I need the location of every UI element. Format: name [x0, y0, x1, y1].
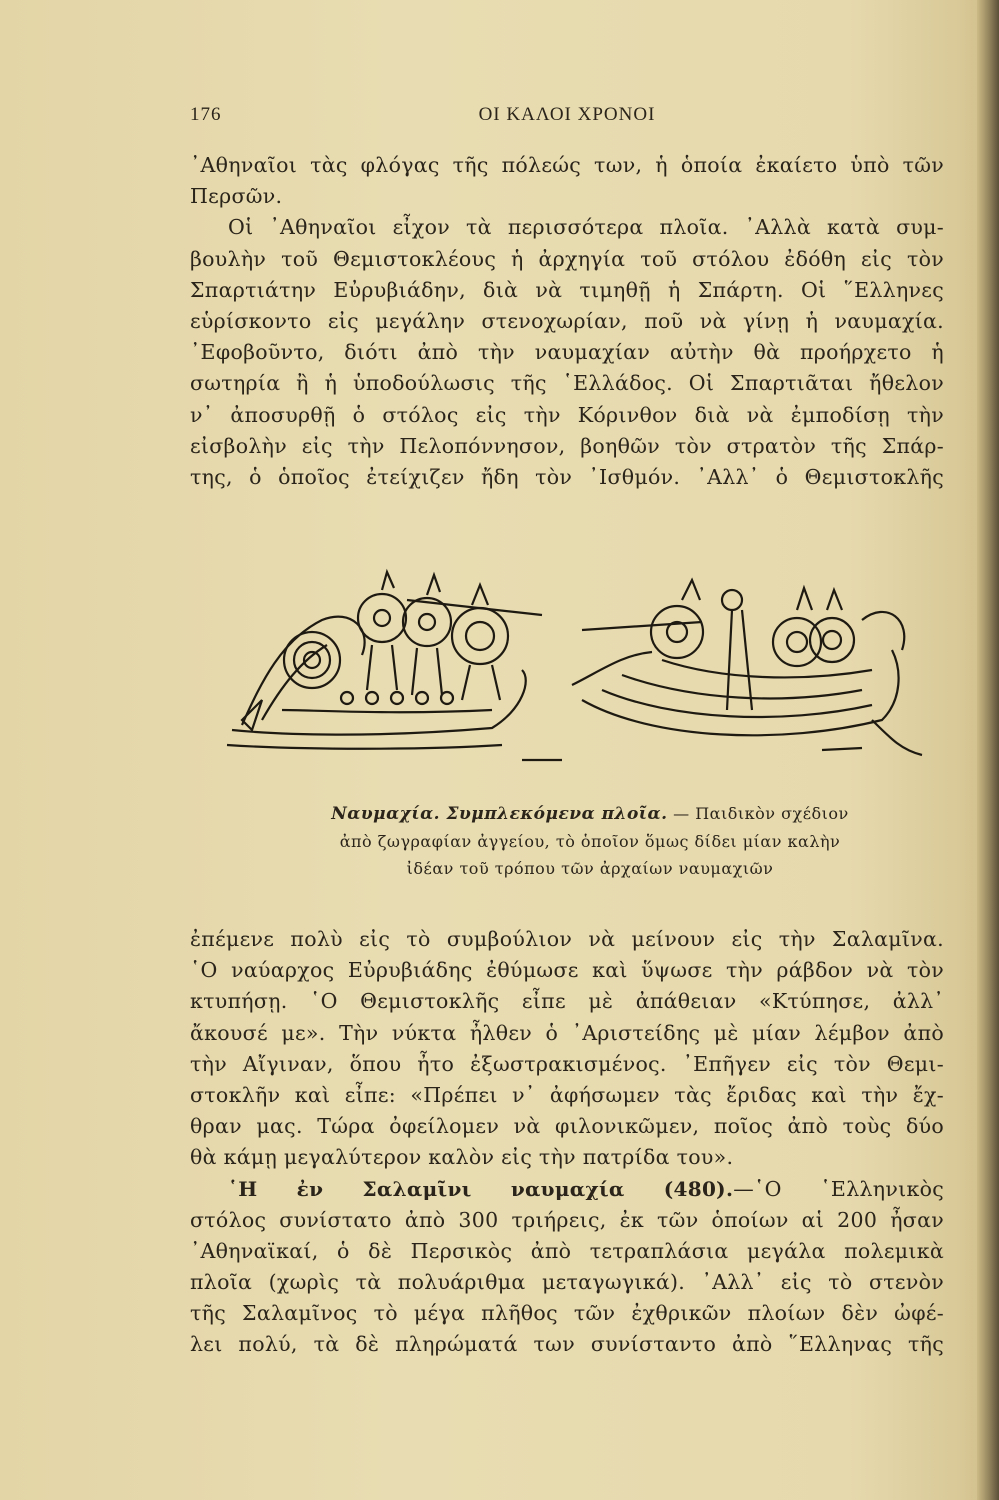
text-line: στόλος συνίστατο ἀπὸ 300 τριήρεις, ἐκ τῶν ὁποίων αἱ 200 ἦσαν [190, 1207, 944, 1232]
right-ship [522, 580, 922, 760]
text-line: ᾿Αθηναῖοι τὰς φλόγας τῆς πόλεώς των, ἡ ὁποία ἐκαίετο ὑπὸ τῶν [190, 153, 944, 177]
text-line: σωτηρία ἢ ἡ ὑποδούλωσις τῆς ῾Ελλάδος. Οἱ Σπαρτιᾶται ἤθελον [190, 371, 944, 396]
ships-illustration [222, 560, 942, 780]
text-line: εὑρίσκοντο εἰς μεγάλην στενοχωρίαν, ποῦ νὰ γίνῃ ἡ ναυμαχία. [190, 308, 944, 333]
caption-text: ἀπὸ ζωγραφίαν ἀγγείου, τὸ ὁποῖον ὅμως δίδει μίαν καλὴν [339, 832, 841, 851]
text-line: λει πολύ, τὰ δὲ πληρώματά των συνίσταντο ἀπὸ ῞Ελληνας τῆς [190, 1332, 944, 1357]
text-line: πλοῖα (χωρὶς τὰ πολυάριθμα μεταγωγικά). ᾿Αλλ᾿ εἰς τὸ στενὸν [190, 1270, 944, 1295]
text-line: στοκλῆν καὶ εἶπε: «Πρέπει ν᾿ ἀφήσωμεν τὰς ἔριδας καὶ τὴν ἔχ- [190, 1082, 944, 1107]
text-line: Οἱ ᾿Αθηναῖοι εἶχον τὰ περισσότερα πλοῖα. ᾿Αλλὰ κατὰ συμ- [228, 215, 944, 240]
text-line: βουλὴν τοῦ Θεμιστοκλέους ἡ ἀρχηγία τοῦ στόλου ἐδόθη εἰς τὸν [190, 246, 944, 271]
text-line: της, ὁ ὁποῖος ἐτείχιζεν ἤδη τὸν ᾿Ισθμόν. ᾿Αλλ᾿ ὁ Θεμιστοκλῆς [190, 464, 944, 489]
warriors [358, 572, 542, 700]
text-line: Περσῶν. [190, 184, 283, 209]
text-line: ν᾿ ἀποσυρθῇ ὁ στόλος εἰς τὴν Κόρινθον διὰ νὰ ἐμποδίσῃ τὴν [190, 402, 944, 427]
text-line: τὴν Αἴγιναν, ὅπου ἦτο ἐξωστρακισμένος. ᾿Επῆγεν εἰς τὸν Θεμι- [190, 1051, 944, 1076]
caption-title: Ναυμαχία. Συμπλεκόμενα πλοῖα. [331, 804, 668, 824]
figure-caption [250, 800, 930, 882]
caption-text: ἰδέαν τοῦ τρόπου τῶν ἀρχαίων ναυμαχιῶν [406, 859, 774, 878]
text-line: ᾿Εφοβοῦντο, διότι ἀπὸ τὴν ναυμαχίαν αὐτὴν θὰ προήρχετο ἡ [190, 340, 944, 365]
page-number: 176 [190, 104, 222, 125]
text-line: ἐπέμενε πολὺ εἰς τὸ συμβούλιον νὰ μείνουν εἰς τὴν Σαλαμῖνα. [190, 927, 944, 951]
running-title: ΟΙ ΚΑΛΟΙ ΧΡΟΝΟΙ [478, 104, 656, 125]
text-line: ἄκουσέ με». Τὴν νύκτα ἦλθεν ὁ ᾿Αριστείδης μὲ μίαν λέμβον ἀπὸ [190, 1020, 944, 1045]
text-line: θὰ κάμῃ μεγαλύτερον καλὸν εἰς τὴν πατρίδα του». [190, 1145, 734, 1170]
caption-text: — Παιδικὸν σχέδιον [673, 804, 849, 823]
text-line: ᾿Αθηναϊκαί, ὁ δὲ Περσικὸς ἀπὸ τετραπλάσια μεγάλα πολεμικὰ [190, 1238, 944, 1263]
text-span: —῾Ο ῾Ελληνικὸς [733, 1176, 945, 1201]
text-block-bottom [190, 924, 944, 1361]
page-edge [977, 0, 999, 1500]
section-heading: ῾Η ἐν Σαλαμῖνι ναυμαχία (480). [228, 1176, 734, 1201]
text-block-top [190, 150, 944, 493]
text-line: θραν μας. Τώρα ὀφείλομεν νὰ φιλονικῶμεν, ποῖος ἀπὸ τοὺς δύο [190, 1114, 944, 1139]
text-line: τῆς Σαλαμῖνος τὸ μέγα πλῆθος τῶν ἐχθρικῶν πλοίων δὲν ὠφέ- [190, 1301, 944, 1326]
text-line: Σπαρτιάτην Εὐρυβιάδην, διὰ νὰ τιμηθῇ ἡ Σπάρτη. Οἱ ῞Ελληνες [190, 277, 944, 302]
text-line: εἰσβολὴν εἰς τὴν Πελοπόννησον, βοηθῶν τὸν στρατὸν τῆς Σπάρ- [190, 433, 944, 458]
text-line: κτυπήσῃ. ῾Ο Θεμιστοκλῆς εἶπε μὲ ἀπάθειαν «Κτύπησε, ἀλλ᾿ [190, 989, 944, 1014]
page-header [190, 104, 944, 134]
left-ship [227, 572, 542, 749]
oarsmen [341, 692, 453, 704]
section-first-line [190, 1174, 944, 1205]
text-line: ῾Ο ναύαρχος Εὐρυβιάδης ἐθύμωσε καὶ ὕψωσε τὴν ράβδον νὰ τὸν [190, 958, 944, 983]
